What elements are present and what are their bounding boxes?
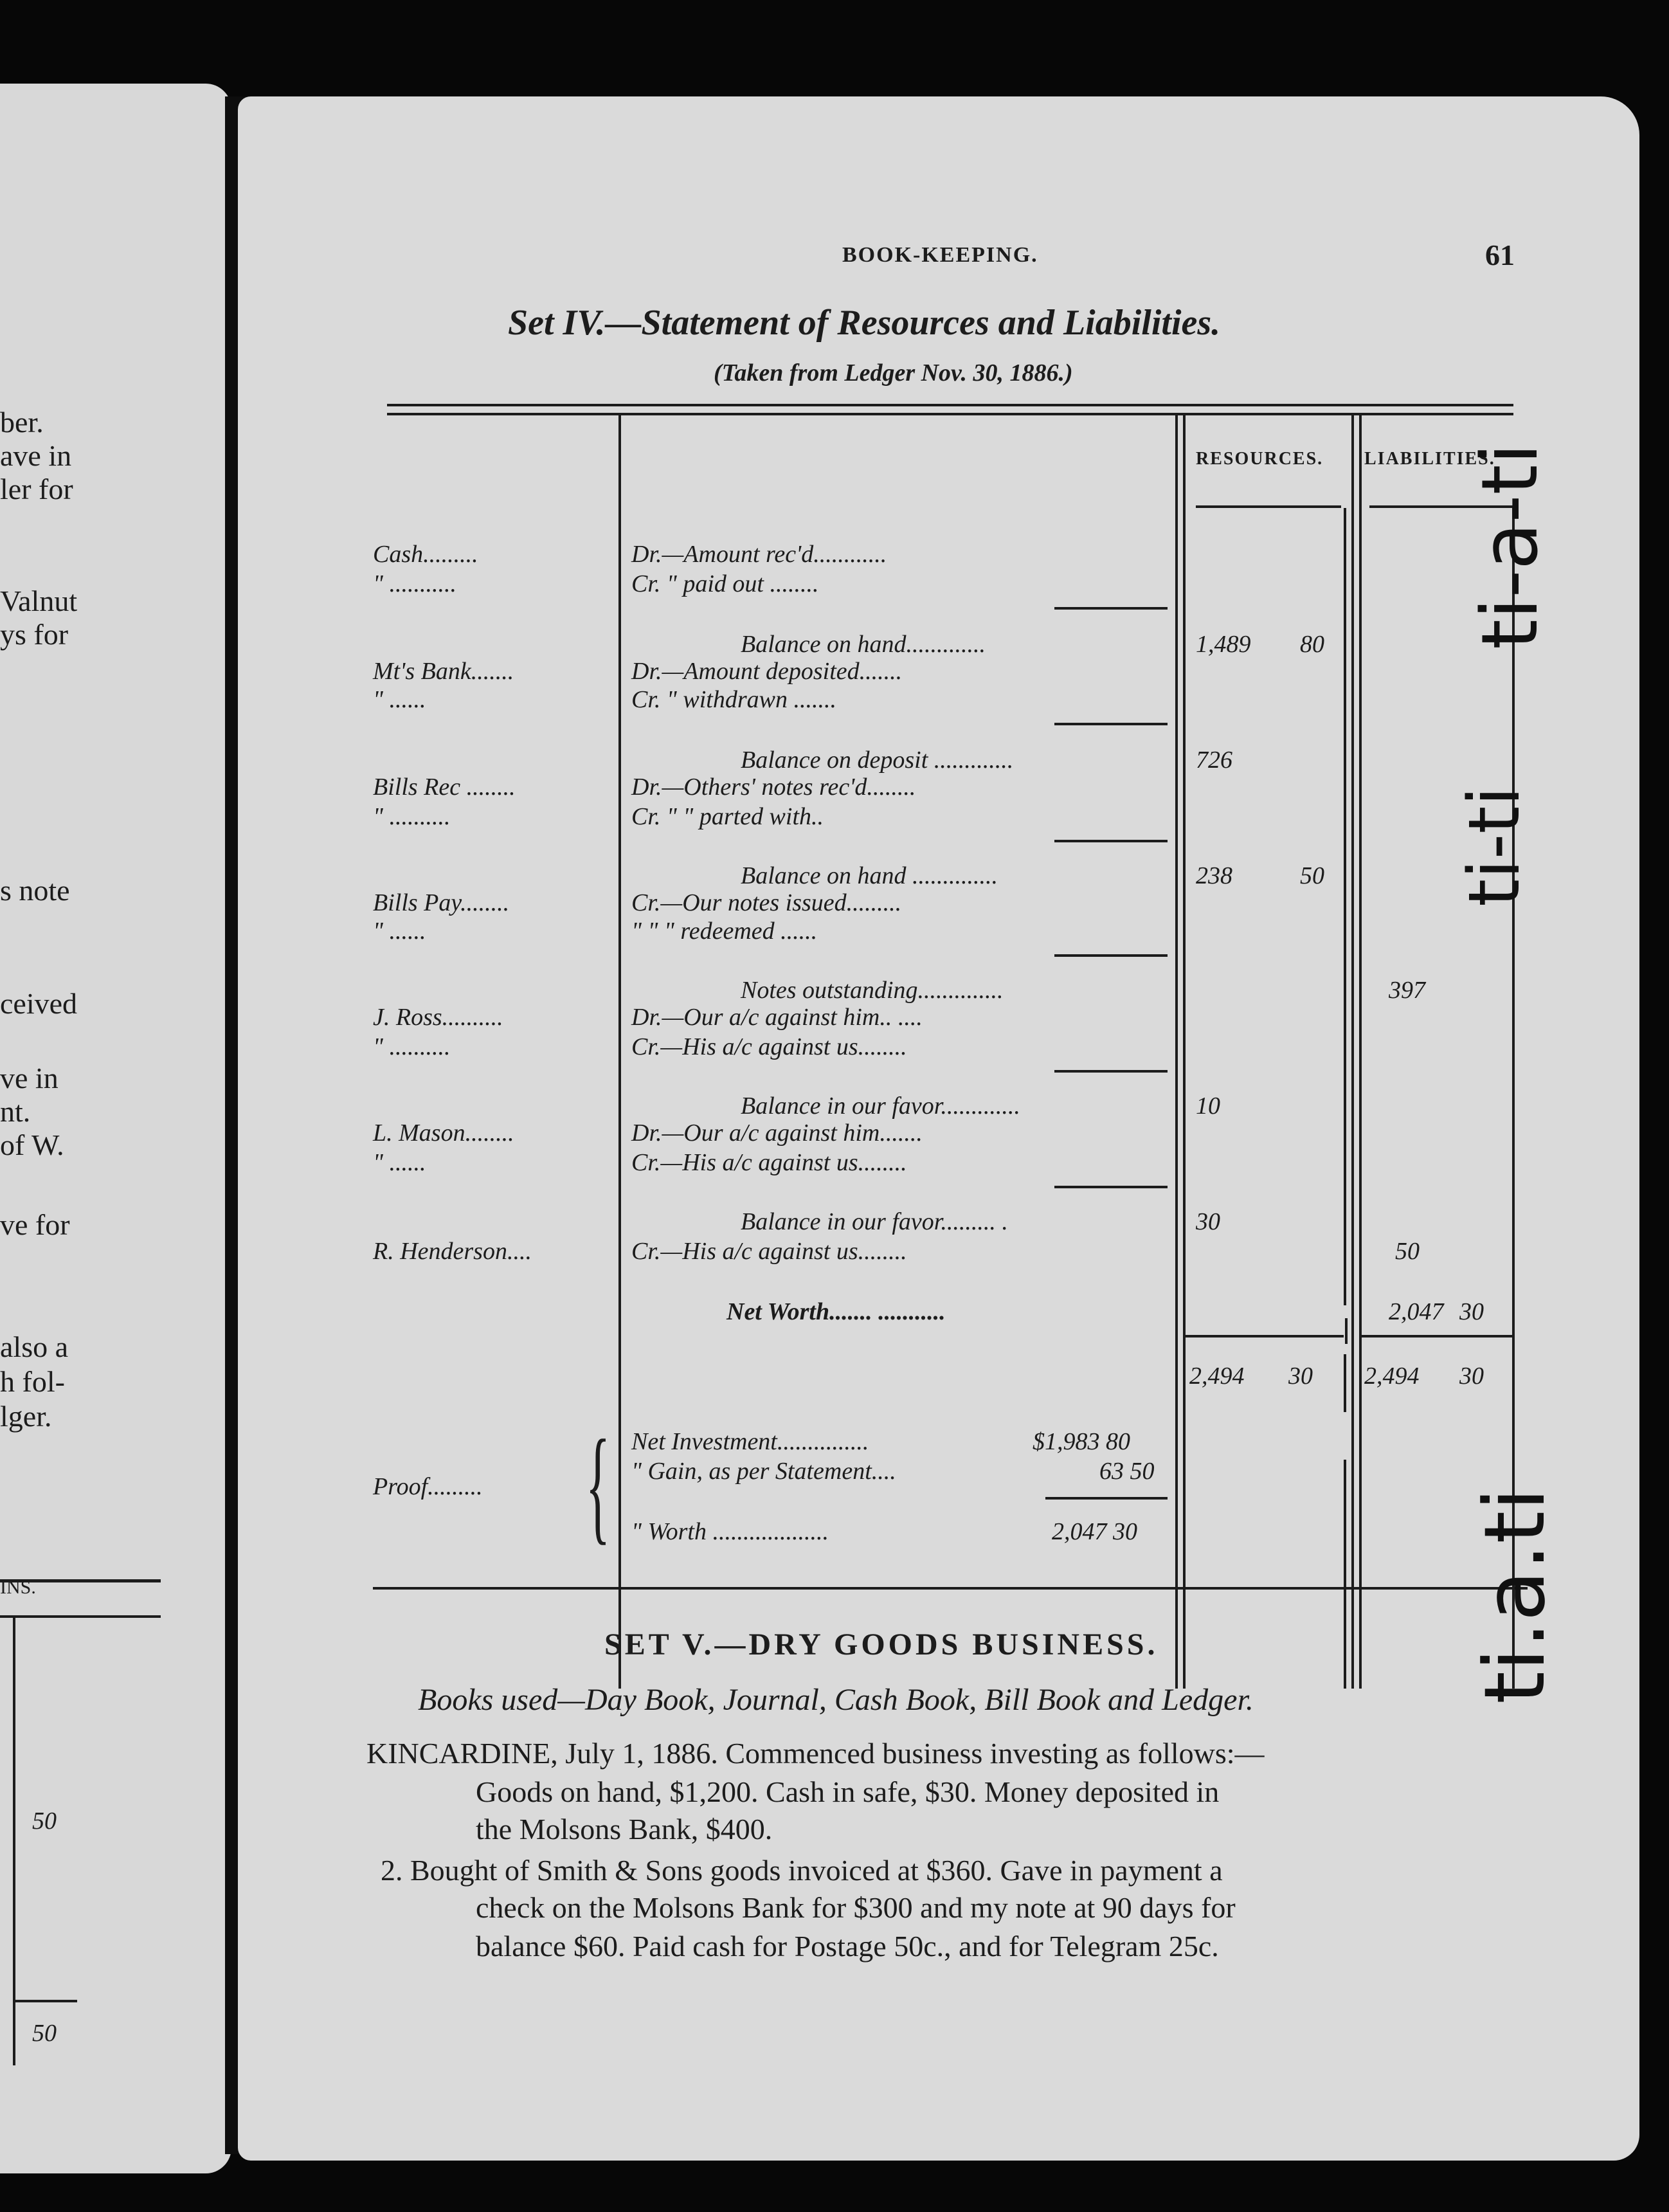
proof-amount: 2,047 30 — [1052, 1518, 1137, 1545]
account-name: " ...... — [373, 686, 426, 713]
account-name: Cash......... — [373, 541, 478, 568]
books-used: Books used—Day Book, Journal, Cash Book, Bill Book and Ledger. — [418, 1683, 1254, 1717]
set-v-heading: SET V.—DRY GOODS BUSINESS. — [604, 1627, 1159, 1662]
left-fragment: ceived — [0, 987, 78, 1020]
account-name: " ...... — [373, 918, 426, 945]
ledger-entry: Dr.—Our a/c against him....... — [631, 1120, 923, 1147]
totals-rule — [1183, 1335, 1344, 1337]
resources-cents: 80 — [1300, 631, 1324, 658]
table-column-rule — [1344, 1354, 1346, 1412]
left-fragment: 50 — [32, 2020, 57, 2047]
subtotal-rule — [1054, 840, 1168, 842]
balance-entry: Balance on hand............. — [741, 631, 986, 658]
left-fragment: h fol- — [0, 1365, 65, 1398]
balance-entry: Balance on hand .............. — [741, 862, 998, 889]
left-fragment: 50 — [32, 1808, 57, 1835]
liabilities-dollars: 50 — [1395, 1238, 1420, 1265]
balance-entry: Balance in our favor......... . — [741, 1208, 1008, 1235]
resources-dollars: 30 — [1196, 1208, 1220, 1235]
proof-brace: { — [585, 1414, 611, 1556]
account-name: " ...... — [373, 1149, 426, 1176]
table-top-rule — [387, 404, 1513, 406]
left-fragment: ve in — [0, 1062, 59, 1094]
table-column-rule — [618, 415, 621, 1689]
proof-amount: $1,983 80 — [1033, 1428, 1130, 1455]
ledger-entry: Dr.—Our a/c against him.. .... — [631, 1004, 923, 1031]
resources-dollars: 726 — [1196, 747, 1232, 774]
proof-line: " Worth ................... — [631, 1518, 829, 1545]
left-page-fragment — [0, 84, 231, 2173]
subtotal-rule — [1054, 1186, 1168, 1188]
account-name: Bills Pay........ — [373, 889, 510, 916]
subtotal-rule — [1054, 723, 1168, 725]
left-table-column-rule — [13, 1615, 15, 2065]
total-resources-dollars: 2,494 — [1189, 1363, 1245, 1390]
proof-line: Net Investment............... — [631, 1428, 869, 1455]
total-liabilities-cents: 30 — [1459, 1363, 1484, 1390]
table-column-rule — [1345, 1318, 1348, 1344]
resources-cents: 50 — [1300, 862, 1324, 889]
set-v-line: check on the Molsons Bank for $300 and my note at 90 days for — [476, 1891, 1236, 1924]
proof-label: Proof......... — [373, 1473, 483, 1500]
account-name: J. Ross.......... — [373, 1004, 503, 1031]
table-column-rule — [1344, 508, 1346, 1305]
subtotal-rule — [1054, 954, 1168, 957]
account-name: L. Mason........ — [373, 1120, 514, 1147]
table-column-rule — [1175, 415, 1178, 1689]
proof-line: " Gain, as per Statement.... — [631, 1458, 896, 1485]
totals-rule — [1359, 1335, 1513, 1337]
balance-entry: Balance in our favor............. — [741, 1092, 1020, 1120]
left-fragment: ler for — [0, 473, 73, 505]
resources-header: RESOURCES. — [1196, 449, 1324, 469]
account-name: R. Henderson.... — [373, 1238, 532, 1265]
ledger-entry: Cr. " " parted with.. — [631, 803, 824, 830]
set-v-line: balance $60. Paid cash for Postage 50c., and for Telegram 25c. — [476, 1930, 1219, 1963]
ledger-entry: Cr.—Our notes issued......... — [631, 889, 902, 916]
handwritten-note: ti-a-ti — [1466, 443, 1555, 649]
proof-rule — [1045, 1497, 1168, 1500]
left-fragment: ve for — [0, 1208, 70, 1241]
left-fragment: Valnut — [0, 585, 78, 617]
ledger-entry: Dr.—Amount rec'd............ — [631, 541, 887, 568]
resources-dollars: 10 — [1196, 1092, 1220, 1120]
ledger-entry: Cr. " withdrawn ....... — [631, 686, 836, 713]
left-table-rule — [13, 2000, 77, 2002]
balance-entry: Notes outstanding.............. — [741, 977, 1004, 1004]
left-fragment: lger. — [0, 1400, 52, 1433]
set-v-line: the Molsons Bank, $400. — [476, 1813, 773, 1845]
total-resources-cents: 30 — [1288, 1363, 1313, 1390]
subtotal-rule — [1054, 607, 1168, 610]
balance-entry: Net Worth....... ........... — [726, 1298, 946, 1325]
account-name: Bills Rec ........ — [373, 774, 516, 801]
left-fragment: ber. — [0, 406, 44, 439]
subtotal-rule — [1054, 1070, 1168, 1073]
resources-dollars: 1,489 — [1196, 631, 1251, 658]
table-top-rule — [387, 413, 1513, 415]
table-column-rule — [1359, 415, 1362, 1689]
account-name: Mt's Bank....... — [373, 658, 514, 685]
table-bottom-rule — [373, 1587, 1528, 1590]
total-liabilities-dollars: 2,494 — [1364, 1363, 1420, 1390]
set-v-line: KINCARDINE, July 1, 1886. Commenced business investing as follows:— — [366, 1737, 1265, 1770]
handwritten-note: ti.a.ti — [1466, 1487, 1564, 1704]
account-name: " .......... — [373, 1033, 451, 1060]
left-fragment: INS. — [0, 1577, 36, 1598]
ledger-entry: " " " redeemed ...... — [631, 918, 818, 945]
liabilities-cents: 30 — [1459, 1298, 1484, 1325]
account-name: " .......... — [373, 803, 451, 830]
set-v-line: 2. Bought of Smith & Sons goods invoiced at $360. Gave in payment a — [381, 1854, 1223, 1887]
left-fragment: also a — [0, 1330, 69, 1363]
ledger-entry: Dr.—Others' notes rec'd........ — [631, 774, 916, 801]
ledger-entry: Cr.—His a/c against us........ — [631, 1033, 907, 1060]
table-column-rule — [1344, 1460, 1346, 1689]
liabilities-header: LIABILITIES. — [1364, 449, 1495, 469]
column-header-rule — [1196, 505, 1341, 508]
table-column-rule — [1183, 415, 1186, 1689]
table-column-rule — [1351, 415, 1354, 1689]
ledger-entry: Cr. " paid out ........ — [631, 570, 819, 597]
set-v-line: Goods on hand, $1,200. Cash in safe, $30. Money deposited in — [476, 1775, 1220, 1808]
running-title: BOOK-KEEPING. — [842, 243, 1038, 267]
statement-title: Set IV.—Statement of Resources and Liabilities. — [508, 303, 1221, 343]
left-fragment: ys for — [0, 618, 69, 651]
left-fragment: of W. — [0, 1129, 64, 1161]
account-name: " ........... — [373, 570, 456, 597]
ledger-entry: Cr.—His a/c against us........ — [631, 1238, 907, 1265]
liabilities-dollars: 2,047 — [1389, 1298, 1444, 1325]
ledger-entry: Cr.—His a/c against us........ — [631, 1149, 907, 1176]
page-number: 61 — [1485, 239, 1515, 271]
left-fragment: nt. — [0, 1095, 31, 1128]
handwritten-note: ti-ti — [1453, 786, 1535, 907]
proof-amount: 63 50 — [1099, 1458, 1155, 1485]
main-page — [238, 96, 1639, 2161]
left-fragment: s note — [0, 874, 70, 907]
left-fragment: ave in — [0, 439, 72, 472]
liabilities-dollars: 397 — [1389, 977, 1425, 1004]
balance-entry: Balance on deposit ............. — [741, 747, 1014, 774]
statement-subtitle: (Taken from Ledger Nov. 30, 1886.) — [714, 359, 1073, 386]
left-table-rule — [0, 1615, 161, 1618]
ledger-entry: Dr.—Amount deposited....... — [631, 658, 903, 685]
resources-dollars: 238 — [1196, 862, 1232, 889]
